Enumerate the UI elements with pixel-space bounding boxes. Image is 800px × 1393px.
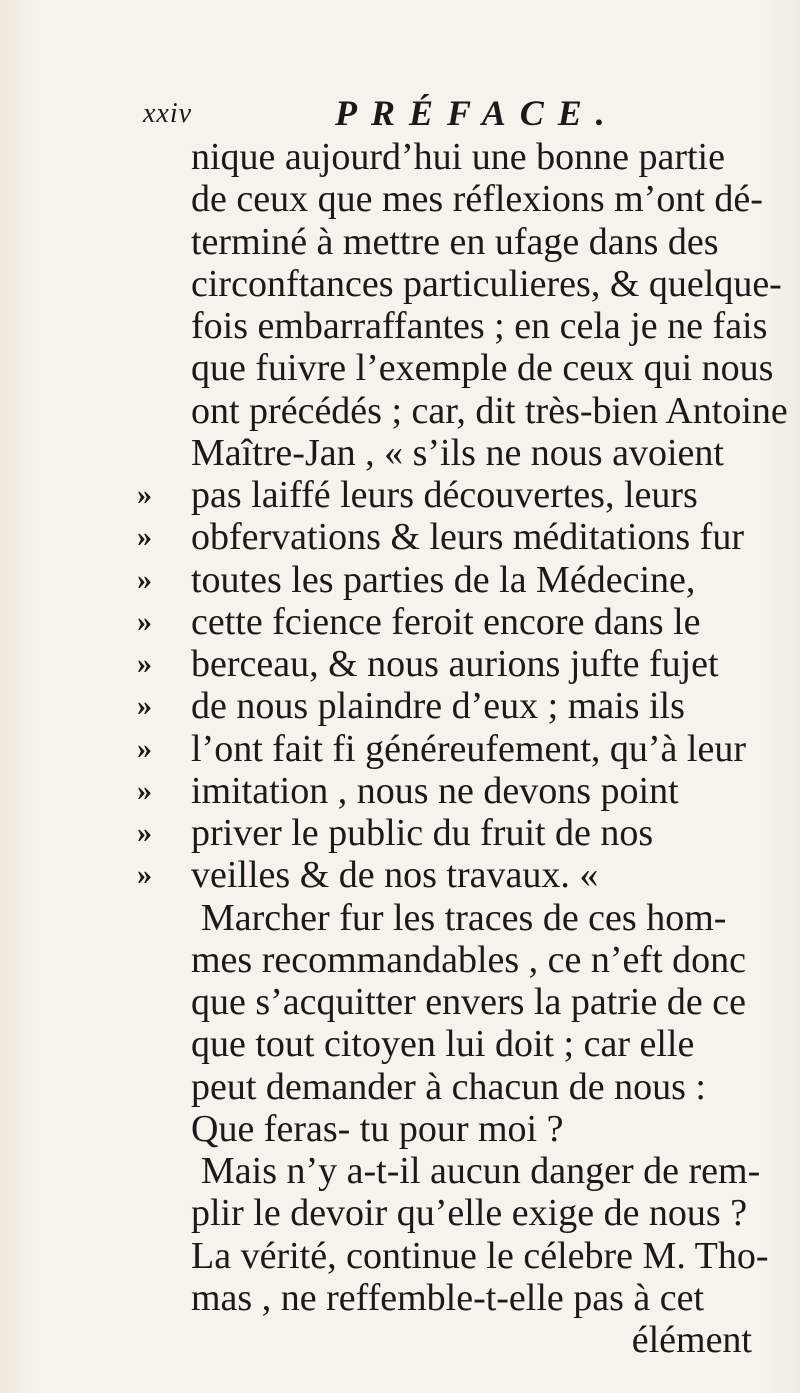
text-line [0, 178, 800, 220]
line-text: pas laiffé leurs découvertes, leurs [191, 474, 698, 516]
text-line [0, 1023, 800, 1065]
line-text: Que feras- tu pour moi ? [191, 1107, 564, 1150]
line-text: ont précédés ; car, dit très-bien Antoine [191, 389, 788, 432]
text-line [0, 1192, 800, 1234]
catchword: élément [631, 1319, 752, 1361]
text-line [0, 432, 800, 474]
text-line [0, 1277, 800, 1319]
text-line [0, 981, 800, 1023]
text-line [0, 643, 800, 685]
text-line [0, 347, 800, 389]
text-line [0, 854, 800, 896]
line-text: berceau, & nous aurions jufte fujet [191, 643, 719, 685]
line-text: La vérité, continue le célebre M. Tho- [191, 1234, 769, 1277]
line-text: mas , ne reffemble-t-elle pas à cet [191, 1276, 705, 1319]
text-line [0, 516, 800, 558]
catchword-line [0, 1319, 800, 1361]
quote-mark: » [137, 731, 152, 765]
quote-mark: » [137, 773, 152, 807]
line-text: veilles & de nos travaux. « [191, 854, 599, 897]
line-text: priver le public du fruit de nos [191, 812, 654, 854]
line-text: terminé à mettre en ufage dans des [191, 220, 719, 263]
quote-mark: » [137, 858, 152, 892]
line-text: Marcher fur les traces de ces hom- [201, 896, 727, 939]
line-text: de ceux que mes réflexions m’ont dé- [191, 178, 763, 221]
quote-mark: » [137, 647, 152, 680]
quote-mark: » [137, 478, 152, 511]
text-line [0, 939, 800, 981]
line-text: mes recommandables , ce n’eft donc [191, 938, 746, 981]
line-text: plir le devoir qu’elle exige de nous ? [191, 1192, 748, 1235]
line-text: Mais n’y a-t-il aucun danger de rem- [201, 1150, 761, 1192]
text-line [0, 1066, 800, 1108]
line-text: toutes les parties de la Médecine, [191, 558, 696, 601]
text-line [0, 305, 800, 347]
line-text: Maître-Jan , « s’ils ne nous avoient [191, 431, 724, 474]
text-line [0, 1108, 800, 1150]
text-line [0, 897, 800, 939]
page-number: xxiv [143, 98, 193, 129]
text-line [0, 136, 800, 178]
quote-mark: » [137, 604, 152, 638]
text-line [0, 474, 800, 516]
line-text: que fuivre l’exemple de ceux qui nous [191, 347, 774, 390]
line-text: que tout citoyen lui doit ; car elle [191, 1023, 695, 1066]
text-line [0, 559, 800, 601]
line-text: de nous plaindre d’eux ; mais ils [191, 685, 685, 728]
text-line [0, 770, 800, 812]
quote-mark: » [137, 562, 152, 596]
line-text: l’ont fait fi généreufement, qu’à leur [191, 727, 746, 770]
page-header [143, 92, 663, 132]
text-line [0, 221, 800, 263]
text-line [0, 728, 800, 770]
line-text: peut demander à chacun de nous : [191, 1065, 706, 1108]
quote-mark: » [137, 816, 152, 849]
text-line [0, 685, 800, 727]
running-title: PRÉFACE. [335, 93, 619, 133]
line-text: que s’acquitter envers la patrie de ce [191, 981, 746, 1023]
line-text: imitation , nous ne devons point [191, 769, 679, 812]
text-line [0, 263, 800, 305]
line-text: fois embarraffantes ; en cela je ne fais [191, 305, 768, 347]
text-line [0, 1235, 800, 1277]
quote-mark: » [137, 689, 152, 723]
quote-mark: » [137, 520, 152, 554]
line-text: obfervations & leurs méditations fur [191, 516, 744, 559]
body-text [0, 136, 800, 1361]
text-line [0, 812, 800, 854]
text-line [0, 1150, 800, 1192]
line-text: nique aujourd’hui une bonne partie [191, 136, 725, 178]
line-text: circonftances particulieres, & quelque- [191, 262, 782, 305]
line-text: cette fcience feroit encore dans le [191, 600, 701, 643]
text-line [0, 601, 800, 643]
text-line [0, 390, 800, 432]
